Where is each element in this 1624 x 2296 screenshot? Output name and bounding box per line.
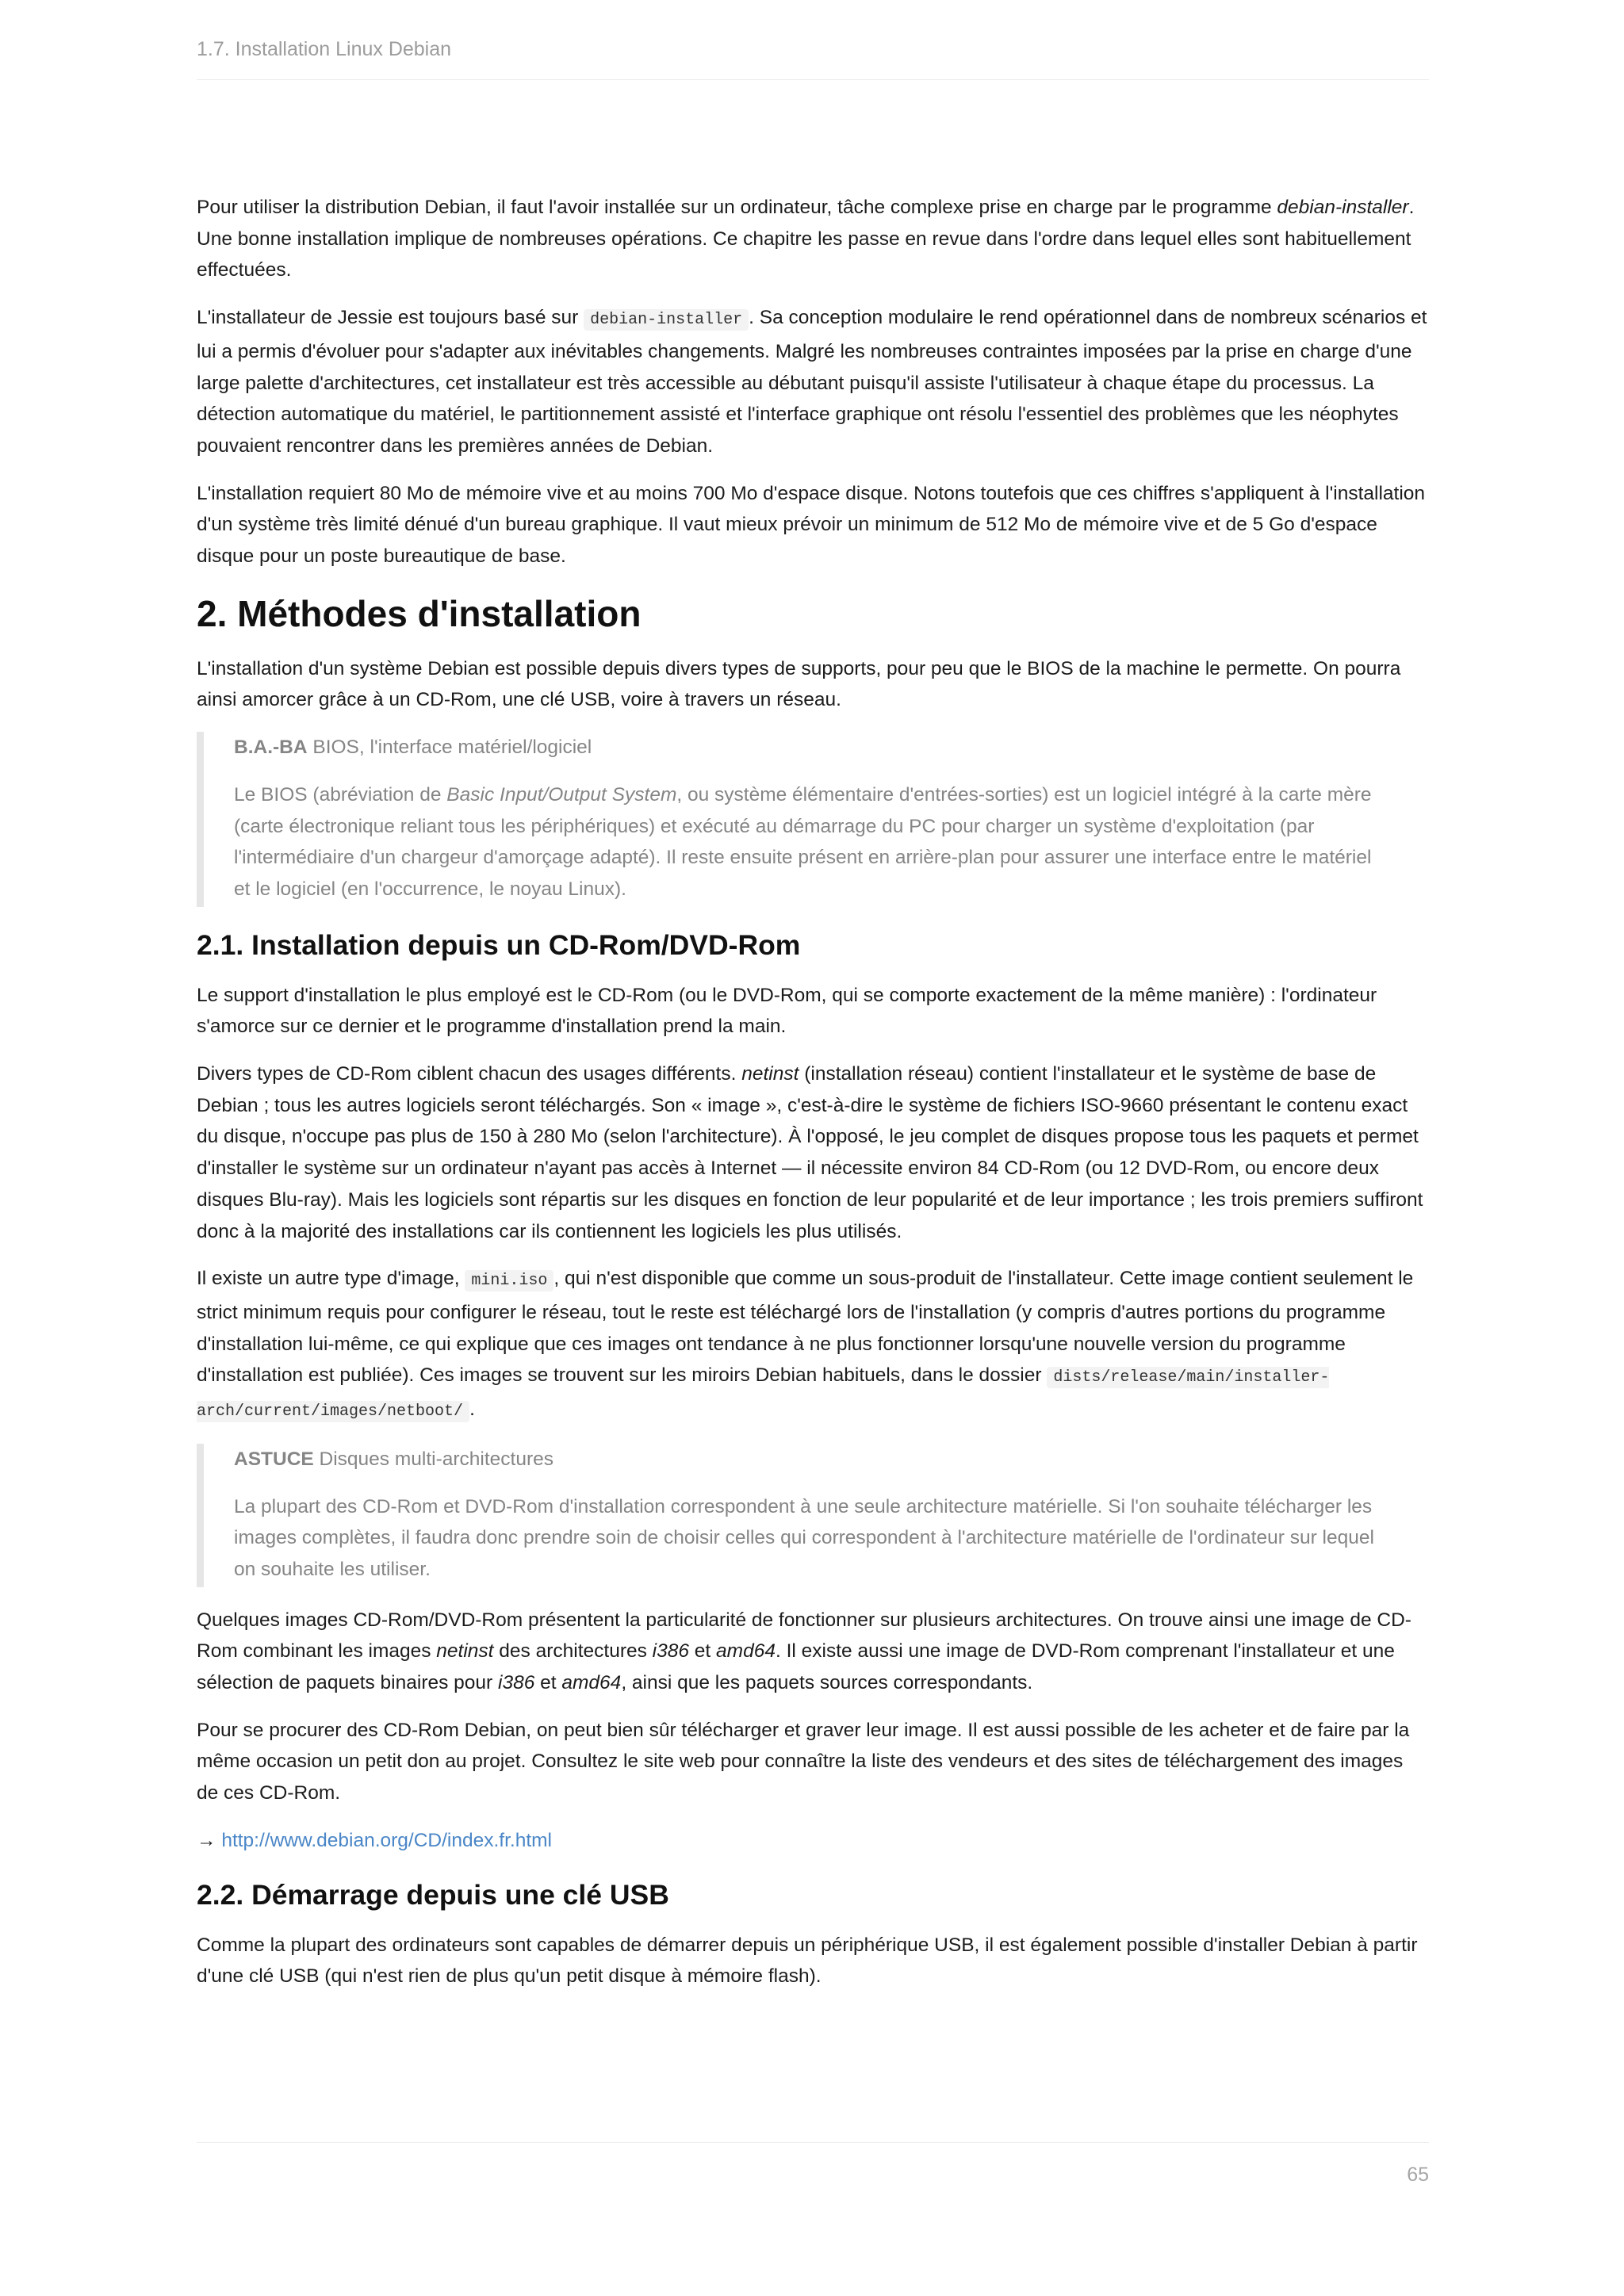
text-run: Divers types de CD-Rom ciblent chacun des usages différents. [197,1063,742,1085]
emphasis: netinst [436,1640,494,1663]
note-title [234,732,1389,763]
intro-paragraph-2 [197,302,1429,462]
note-kicker: B.A.-BA [234,737,308,759]
arrow-icon: → [197,1829,222,1851]
emphasis: i386 [652,1640,689,1663]
text-run: . Il existe aussi une image de DVD-Rom comprenant l'installateur et une sélection de paquets binaires pour [197,1640,1395,1694]
note-body: La plupart des CD-Rom et DVD-Rom d'installation correspondent à une seule architecture matérielle. Si l'on souhaite télécharger les images complètes, il faudra donc prendre soin de choisir celles qui correspondent à l'architecture matérielle de l'ordinateur sur lequel on souhaite les utiliser. [234,1495,1374,1580]
inline-code: mini.iso [465,1270,553,1292]
debian-cd-link[interactable]: http://www.debian.org/CD/index.fr.html [221,1829,553,1851]
text-run: Quelques images CD-Rom/DVD-Rom présentent la particularité de fonctionner sur plusieurs architectures. On trouve ainsi une image de CD-Rom combinant les images [197,1609,1411,1663]
emphasis: Basic Input/Output System [446,783,677,806]
intro-paragraph-1 [197,192,1429,286]
section2-paragraph-1: L'installation d'un système Debian est possible depuis divers types de supports, pour peu que le BIOS de la machine le permette. On pourra ainsi amorcer grâce à un CD-Rom, une clé USB, voire à travers un réseau. [197,657,1401,711]
intro-paragraph-3: L'installation requiert 80 Mo de mémoire vive et au moins 700 Mo d'espace disque. Notons toutefois que ces chiffres s'appliquent à l'installation d'un système très limité dénué d'un bureau graphique. Il vaut mieux prévoir un minimum de 512 Mo de mémoire vive et de 5 Go d'espace disque pour un poste bureautique de base. [197,482,1426,568]
inline-code: dists/release/main/installer-arch/current/images/netboot/ [197,1368,1330,1422]
text-run: des architectures [493,1640,653,1663]
emphasis: netinst [741,1063,799,1085]
note-kicker: ASTUCE [234,1448,314,1470]
text-run: . Sa conception modulaire le rend opérationnel dans de nombreux scénarios et lui a permis d'évoluer pour s'adapter aux inévitables changements. Malgré les nombreuses contraintes imposées par la prise en charge d'une large palette d'architectures, cet installateur est très accessible au débutant puisqu'il assiste l'utilisateur à chaque étape du processus. La détection automatique du matériel, le partitionnement assisté et l'interface graphique ont résolu l'essentiel des problèmes que les néophytes pouvaient rencontrer dans les premières années de Debian. [197,307,1427,457]
subsection-heading-2-1: 2.1. Installation depuis un CD-Rom/DVD-Rom [197,928,801,961]
page-footer [197,2142,1429,2189]
note-title-text: Disques multi-architectures [313,1448,554,1470]
section22-paragraph-1: Comme la plupart des ordinateurs sont capables de démarrer depuis un périphérique USB, il est également possible d'installer Debian à partir d'une clé USB (qui n'est rien de plus qu'un petit disque à mémoire flash). [197,1934,1418,1988]
text-run: Pour utiliser la distribution Debian, il faut l'avoir installée sur un ordinateur, tâche complexe prise en charge par le programme [197,197,1277,218]
emphasis: debian-installer [1277,197,1409,218]
note-title [234,1444,1389,1475]
section-heading: 2. Méthodes d'installation [197,592,642,634]
note-astuce [197,1444,1429,1587]
emphasis: amd64 [716,1640,776,1663]
main-content [197,192,1429,2008]
text-run: et [689,1640,717,1663]
section21-paragraph-2 [197,1058,1429,1247]
text-run: . [469,1399,475,1421]
emphasis: i386 [498,1672,535,1694]
text-run: Il existe un autre type d'image, [197,1268,465,1290]
text-run: , ou système élémentaire d'entrées-sorties) est un logiciel intégré à la carte mère (carte électronique reliant tous les périphériques) et exécuté au démarrage du PC pour charger un système d'exploitation (par l'intermédiaire d'un chargeur d'amorçage adapté). Il reste ensuite présent en arrière-plan pour assurer une interface entre le matériel et le logiciel (en l'occurrence, le noyau Linux). [234,783,1372,900]
section21-paragraph-1: Le support d'installation le plus employé est le CD-Rom (ou le DVD-Rom, qui se comporte exactement de la même manière) : l'ordinateur s'amorce sur ce dernier et le programme d'installation prend la main. [197,984,1377,1038]
text-run: . Une bonne installation implique de nombreuses opérations. Ce chapitre les passe en revue dans l'ordre dans lequel elles sont habituellement effectuées. [197,197,1415,281]
inline-code: debian-installer [584,309,749,331]
link-line [197,1825,1429,1857]
text-run: , ainsi que les paquets sources correspondants. [621,1672,1033,1694]
running-header: 1.7. Installation Linux Debian [197,35,1429,80]
text-run: L'installateur de Jessie est toujours basé sur [197,307,584,329]
text-run: Le BIOS (abréviation de [234,783,447,806]
note-title-text: BIOS, l'interface matériel/logiciel [307,737,592,759]
text-run: et [534,1672,562,1694]
text-run: (installation réseau) contient l'installateur et le système de base de Debian ; tous les autres logiciels seront téléchargés. Son « image », c'est-à-dire le système de fichiers ISO-9660 présentant le contenu exact du disque, n'occupe pas plus de 150 à 280 Mo (selon l'architecture). À l'opposé, le jeu complet de disques propose tous les paquets et permet d'installer le système sur un ordinateur n'ayant pas accès à Internet — il nécessite environ 84 CD-Rom (ou 12 DVD-Rom, ou encore deux disques Blu-ray). Mais les logiciels sont répartis sur les disques en fonction de leur popularité et de leur importance ; les trois premiers suffiront donc à la majorité des installations car ils contiennent les logiciels les plus utilisés. [197,1063,1423,1242]
subsection-heading-2-2: 2.2. Démarrage depuis une clé USB [197,1878,669,1911]
note-body [234,779,1389,905]
note-bios [197,732,1429,907]
section21-paragraph-4 [197,1605,1429,1699]
page-number: 65 [1407,2164,1429,2186]
text-run: , qui n'est disponible que comme un sous-produit de l'installateur. Cette image contient seulement le strict minimum requis pour configurer le réseau, tout le reste est téléchargé lors de l'installation (y compris d'autres portions du programme d'installation lui-même, ce qui explique que ces images ont tendance à ne plus fonctionner lorsqu'une nouvelle version du programme d'installation est publiée). Ces images se trouvent sur les miroirs Debian habituels, dans le dossier [197,1268,1414,1387]
emphasis: amd64 [561,1672,622,1694]
section21-paragraph-3 [197,1263,1429,1428]
section21-paragraph-5: Pour se procurer des CD-Rom Debian, on peut bien sûr télécharger et graver leur image. Il est aussi possible de les acheter et de faire par la même occasion un petit don au projet. Consultez le site web pour connaître la liste des vendeurs et des sites de téléchargement des images de ces CD-Rom. [197,1719,1410,1804]
